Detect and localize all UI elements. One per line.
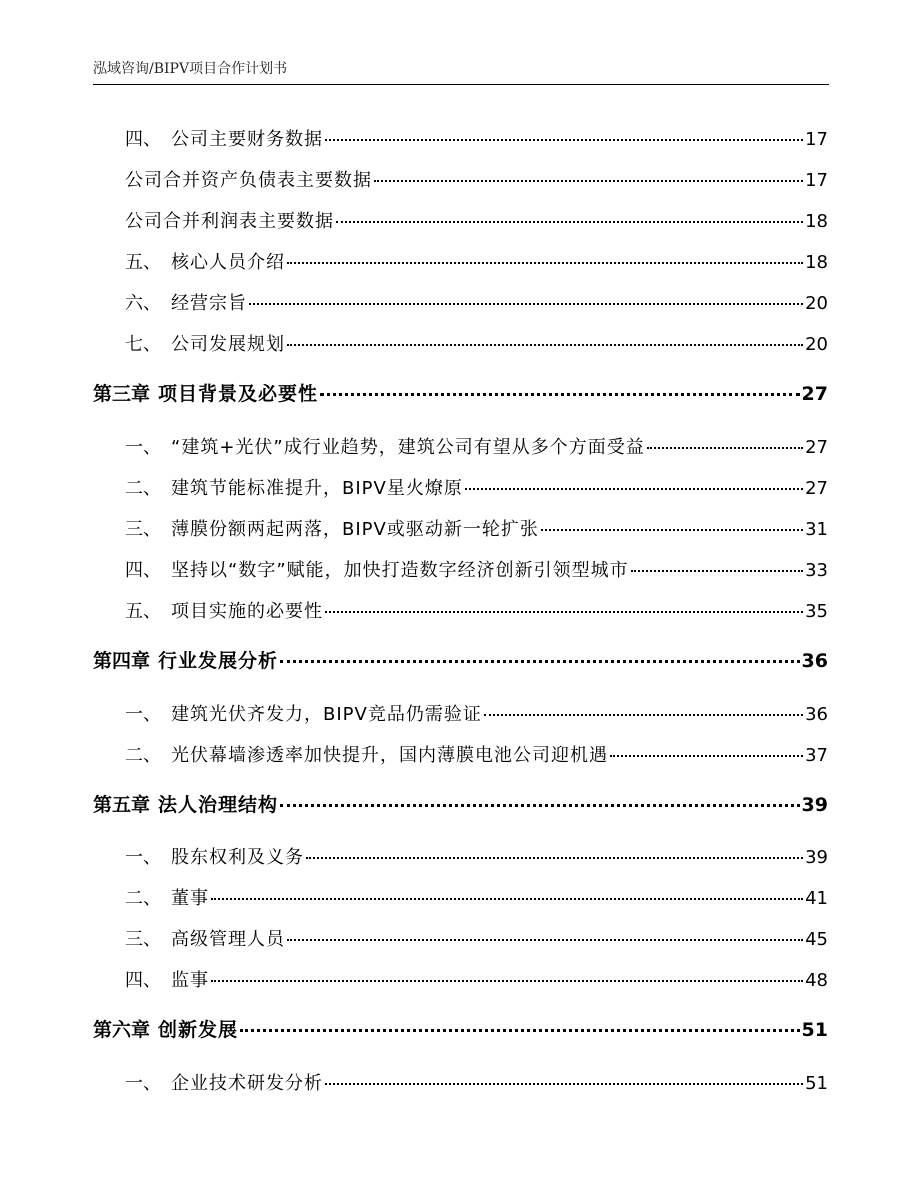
- toc-entry-page: 20: [805, 334, 828, 355]
- dot-leader: [287, 939, 803, 941]
- dot-leader: [325, 1083, 803, 1085]
- toc-chapter-title: 创新发展: [158, 1019, 239, 1041]
- toc-entry-page: 51: [805, 1073, 828, 1094]
- toc-chapter-page: 27: [801, 383, 828, 405]
- dot-leader: [374, 180, 803, 182]
- toc-entry-page: 17: [805, 170, 828, 191]
- toc-entry[interactable]: [125, 474, 828, 500]
- toc-chapter-page: 36: [801, 650, 828, 672]
- dot-leader: [306, 857, 803, 859]
- toc-entry-page: 39: [805, 847, 828, 868]
- toc-entry[interactable]: [125, 556, 828, 582]
- toc-entry-title: 公司合并利润表主要数据: [125, 211, 334, 232]
- toc-entry-title: 公司发展规划: [171, 334, 285, 355]
- toc-entry[interactable]: [125, 741, 828, 767]
- toc-entry-page: 27: [805, 437, 828, 458]
- toc-entry-title: 监事: [171, 970, 209, 991]
- toc-chapter-title: 法人治理结构: [158, 794, 279, 816]
- toc-entry[interactable]: [125, 433, 828, 459]
- toc-entry[interactable]: [125, 330, 828, 356]
- toc-entry-number: 一、: [125, 437, 161, 458]
- toc-entry-page: 18: [805, 252, 828, 273]
- toc-entry-page: 20: [805, 293, 828, 314]
- toc-entry-title: 建筑光伏齐发力，BIPV竞品仍需验证: [171, 704, 482, 725]
- toc-entry-page: 48: [805, 970, 828, 991]
- toc-entry-title: 公司主要财务数据: [171, 129, 323, 150]
- toc-entry-number: 一、: [125, 847, 161, 868]
- toc-entry[interactable]: [125, 700, 828, 726]
- toc-entry[interactable]: [125, 515, 828, 541]
- dot-leader: [249, 303, 803, 305]
- dot-leader: [610, 755, 803, 757]
- toc-entry-number: 四、: [125, 970, 161, 991]
- toc-entry-page: 36: [805, 704, 828, 725]
- toc-chapter[interactable]: [93, 379, 828, 406]
- toc-entry-number: 五、: [125, 252, 161, 273]
- dot-leader: [336, 221, 803, 223]
- toc-chapter[interactable]: [93, 1015, 828, 1042]
- toc-chapter-title: 项目背景及必要性: [158, 383, 319, 405]
- toc-entry[interactable]: [125, 248, 828, 274]
- toc-entry-title: 坚持以“数字”赋能，加快打造数字经济创新引领型城市: [171, 560, 629, 581]
- toc-entry-page: 41: [805, 888, 828, 909]
- dot-leader: [320, 393, 800, 396]
- toc-entry[interactable]: [125, 207, 828, 233]
- toc-entry-page: 31: [805, 519, 828, 540]
- toc-entry-page: 45: [805, 929, 828, 950]
- toc-entry-number: 三、: [125, 929, 161, 950]
- toc-entry-title: 公司合并资产负债表主要数据: [125, 170, 372, 191]
- dot-leader: [484, 714, 803, 716]
- toc-entry-title: 股东权利及义务: [171, 847, 304, 868]
- toc-entry[interactable]: [125, 125, 828, 151]
- toc-entry-number: 二、: [125, 478, 161, 499]
- page-header: 泓域咨询/BIPV项目合作计划书: [93, 58, 829, 85]
- toc-entry-page: 35: [805, 601, 828, 622]
- dot-leader: [287, 344, 803, 346]
- dot-leader: [280, 660, 800, 663]
- toc-entry-title: 建筑节能标准提升，BIPV星火燎原: [171, 478, 463, 499]
- toc-entry-number: 四、: [125, 129, 161, 150]
- dot-leader: [631, 570, 803, 572]
- toc-entry-number: 一、: [125, 1073, 161, 1094]
- dot-leader: [465, 488, 803, 490]
- toc-entry-title: 企业技术研发分析: [171, 1073, 323, 1094]
- toc-entry[interactable]: [125, 966, 828, 992]
- toc-entry-title: 光伏幕墙渗透率加快提升，国内薄膜电池公司迎机遇: [171, 745, 608, 766]
- toc-entry-number: 七、: [125, 334, 161, 355]
- dot-leader: [325, 611, 803, 613]
- toc-entry-title: “建筑+光伏”成行业趋势，建筑公司有望从多个方面受益: [171, 437, 645, 458]
- toc-entry-number: 二、: [125, 888, 161, 909]
- dot-leader: [287, 262, 803, 264]
- toc-entry-title: 董事: [171, 888, 209, 909]
- toc-entry-number: 一、: [125, 704, 161, 725]
- toc-entry[interactable]: [125, 843, 828, 869]
- toc-entry-page: 33: [805, 560, 828, 581]
- toc-chapter-page: 51: [801, 1019, 828, 1041]
- toc-entry-number: 六、: [125, 293, 161, 314]
- toc-entry-number: 五、: [125, 601, 161, 622]
- toc-chapter-number: 第三章: [93, 383, 151, 405]
- toc-chapter-title: 行业发展分析: [158, 650, 279, 672]
- dot-leader: [211, 898, 803, 900]
- dot-leader: [211, 980, 803, 982]
- toc-entry-number: 二、: [125, 745, 161, 766]
- dot-leader: [240, 1029, 800, 1032]
- toc-entry[interactable]: [125, 289, 828, 315]
- toc-entry-number: 三、: [125, 519, 161, 540]
- toc-entry-title: 薄膜份额两起两落，BIPV或驱动新一轮扩张: [171, 519, 539, 540]
- dot-leader: [325, 139, 803, 141]
- toc-entry-page: 27: [805, 478, 828, 499]
- toc-entry-page: 18: [805, 211, 828, 232]
- toc-entry-title: 经营宗旨: [171, 293, 247, 314]
- toc-entry-page: 37: [805, 745, 828, 766]
- toc-chapter-number: 第四章: [93, 650, 151, 672]
- toc-entry[interactable]: [125, 925, 828, 951]
- toc-entry-page: 17: [805, 129, 828, 150]
- toc-chapter-number: 第六章: [93, 1019, 151, 1041]
- toc-entry-title: 核心人员介绍: [171, 252, 285, 273]
- toc-chapter[interactable]: [93, 790, 828, 817]
- toc-chapter[interactable]: [93, 646, 828, 673]
- toc-entry-number: 四、: [125, 560, 161, 581]
- toc-entry[interactable]: [125, 1069, 828, 1095]
- toc-chapter-number: 第五章: [93, 794, 151, 816]
- dot-leader: [647, 447, 803, 449]
- toc-entry-title: 项目实施的必要性: [171, 601, 323, 622]
- dot-leader: [541, 529, 803, 531]
- toc-entry[interactable]: [125, 166, 828, 192]
- toc-entry[interactable]: [125, 597, 828, 623]
- toc-entry-title: 高级管理人员: [171, 929, 285, 950]
- toc-entry[interactable]: [125, 884, 828, 910]
- dot-leader: [280, 804, 800, 807]
- toc-chapter-page: 39: [801, 794, 828, 816]
